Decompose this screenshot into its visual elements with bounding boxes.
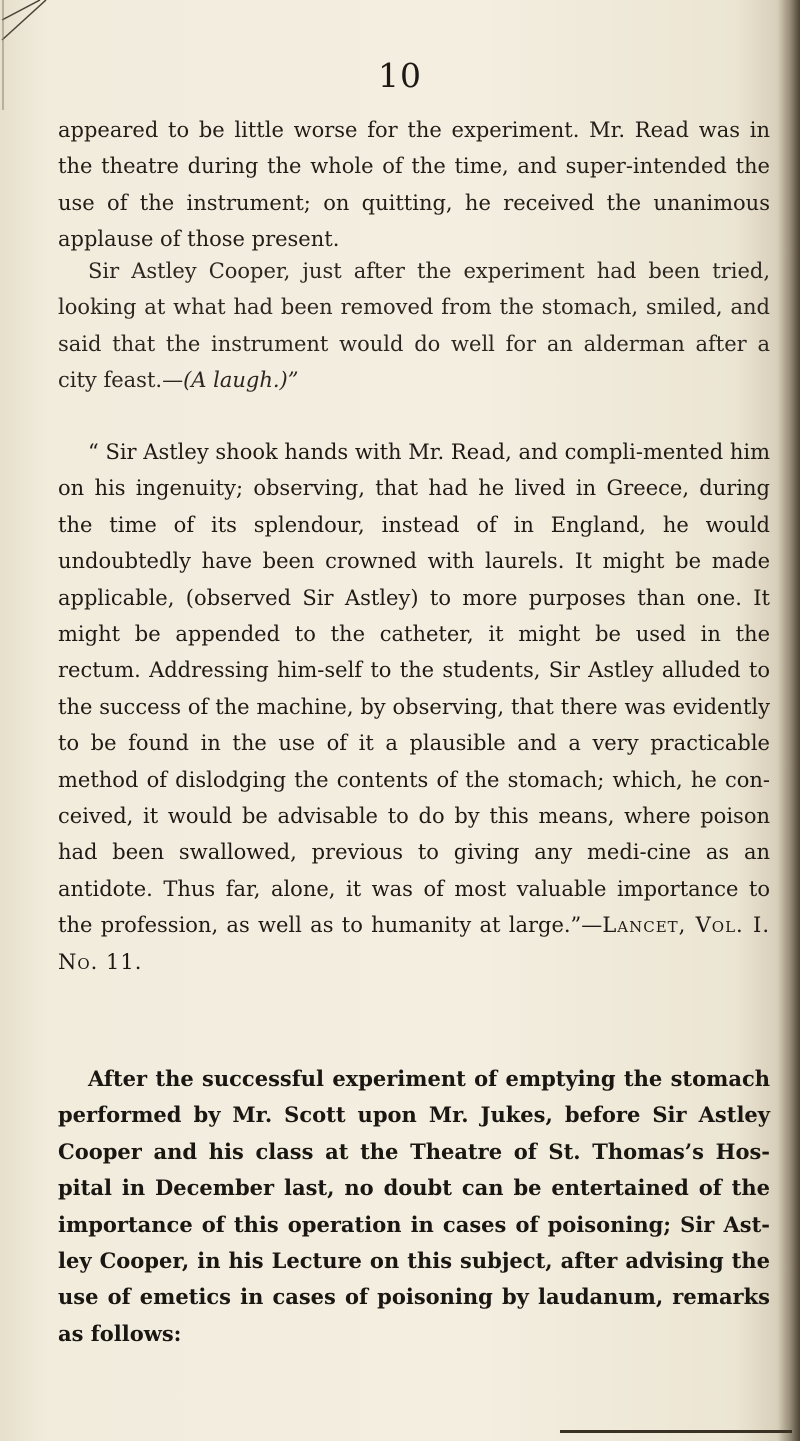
paragraph-text: “ Sir Astley shook hands with Mr. Read, and compli-mented him on his ingenuity; observing, that had he lived in Greece, during the time of its splendour, instead of in England, he would undoubtedly have been crowned with laurels. It might be made applicable, (observed Sir Astley) to more purposes than one. It might be appended to the catheter, it might be used in the rectum. Addressing him-self to the students, Sir Astley alluded to the success of the machine, by observing, that there was evidently to be found in the use of it a plausible and a very practicable method of dislodging the contents of the stomach; which, he con-ceived, it would be advisable to do by this means, where poison had been swallowed, previous to giving any medi-cine as an antidote. Thus far, alone, it was of most valuable importance to the profession, as well as to humanity at large.”— — [58, 440, 770, 938]
paragraph-experiment-result: appeared to be little worse for the experiment. Mr. Read was in the theatre during the whole of the time, and super-intended the use of the instrument; on quitting, he received the unanimous applause of those present. — [58, 118, 770, 252]
lancet-citation: Lancet, Vol. I. No. 11. — [58, 913, 770, 974]
paragraph-text: Sir Astley Cooper, just after the experiment had been tried, looking at what had been removed from the stomach, smiled, and said that the instrument would do well for an alderman after a city feast.— — [58, 259, 770, 393]
book-binding-shadow — [778, 0, 800, 1441]
paragraph-lancet-quote — [58, 434, 770, 980]
paragraph-emetics-remarks: After the successful experiment of emptying the stomach performed by Mr. Scott upon Mr. Jukes, before Sir Astley Cooper and his class at the Theatre of St. Thomas’s Hos-pital in December last, no doubt can be entertained of the importance of this operation in cases of poisoning; Sir Ast-ley Cooper, in his Lecture on this subject, after advising the use of emetics in cases of poisoning by laudanum, remarks as follows: — [58, 1066, 770, 1346]
page-number: 10 — [378, 56, 422, 95]
page-bottom-rule — [560, 1430, 792, 1433]
paragraph-alderman-quote — [58, 253, 770, 399]
laugh-aside: (A laugh.)” — [183, 368, 299, 393]
